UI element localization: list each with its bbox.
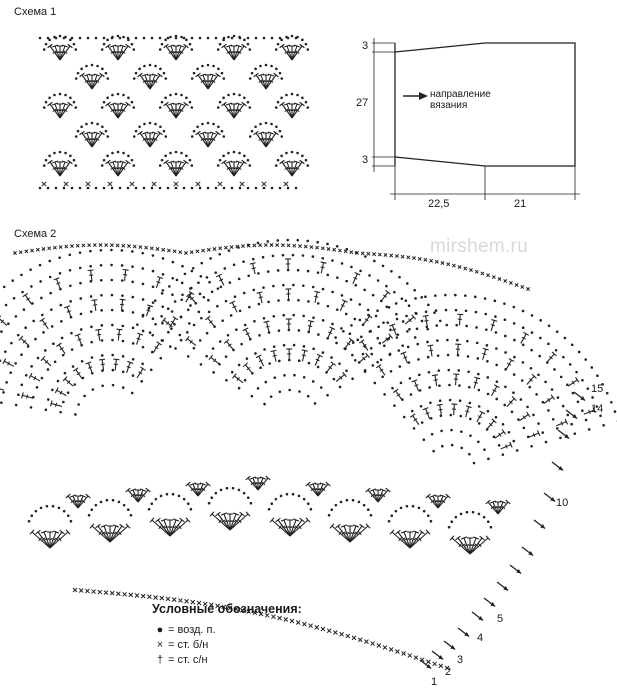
row-marker-2: 2 — [445, 666, 452, 678]
row-marker-10: 10 — [556, 497, 569, 509]
legend-text-chain: = возд. п. — [168, 623, 216, 636]
legend-item-dc — [152, 652, 302, 667]
row-marker-3: 3 — [457, 654, 464, 666]
direction-label-line1: направление — [430, 89, 491, 100]
chain-stitch-symbol: ● — [156, 623, 164, 636]
garment-pattern — [372, 38, 580, 200]
knitting-direction-label — [430, 89, 491, 111]
row-arrows — [420, 392, 585, 668]
dim-bottom-3: 3 — [362, 154, 369, 166]
legend — [152, 602, 302, 667]
legend-title: Условные обозначения: — [152, 602, 302, 616]
scheme1-title: Схема 1 — [14, 6, 57, 18]
scheme1-chart — [39, 35, 309, 190]
dim-width-22-5: 22,5 — [428, 198, 450, 210]
dim-top-3: 3 — [362, 40, 369, 52]
dim-width-21: 21 — [514, 198, 527, 210]
row-marker-15: 15 — [591, 383, 604, 395]
direction-label-line2: вязания — [430, 100, 468, 111]
row-marker-5: 5 — [497, 613, 504, 625]
legend-text-sc: = ст. б/н — [168, 638, 209, 651]
row-marker-1: 1 — [431, 676, 438, 688]
row-marker-4: 4 — [477, 632, 484, 644]
row-marker-14: 14 — [591, 403, 604, 415]
double-crochet-symbol: † — [156, 653, 164, 666]
watermark: mirshem.ru — [430, 236, 529, 257]
legend-item-sc — [152, 637, 302, 652]
legend-text-dc: = ст. с/н — [168, 653, 208, 666]
scheme2-title: Схема 2 — [14, 228, 57, 240]
scheme2-chart — [0, 239, 617, 670]
dim-height-27: 27 — [356, 97, 369, 109]
legend-item-chain — [152, 622, 302, 637]
single-crochet-symbol: × — [156, 638, 164, 651]
